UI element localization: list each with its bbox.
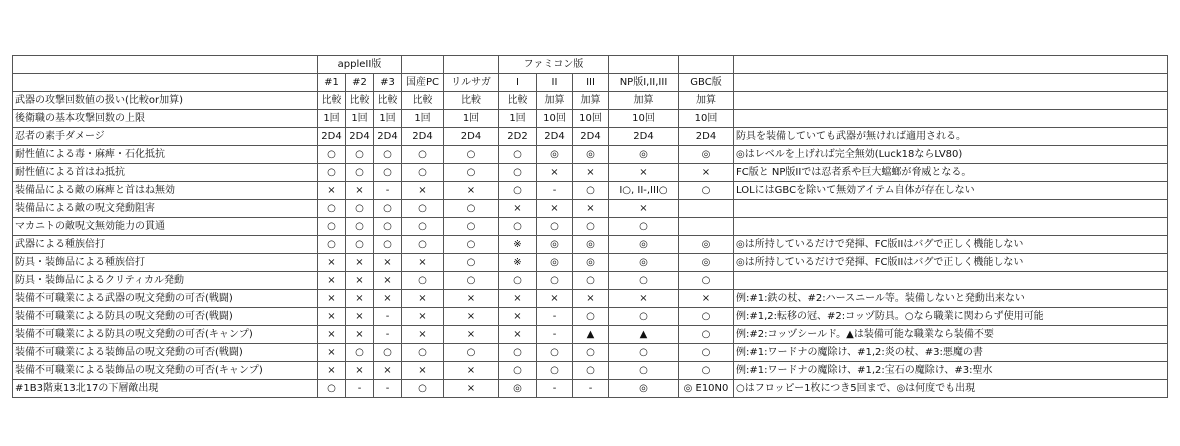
value-cell: × (402, 254, 444, 272)
value-cell: ◎ (609, 146, 679, 164)
value-cell: ○ (679, 182, 734, 200)
value-cell: 加算 (609, 92, 679, 110)
value-cell: 10回 (537, 110, 573, 128)
row-label: 武器による種族倍打 (13, 236, 318, 254)
row-note (734, 110, 1168, 128)
value-cell: ○ (537, 362, 573, 380)
group-header (402, 56, 444, 74)
row-note: ○はフロッピー1枚につき5回まで、◎は何度でも出現 (734, 380, 1168, 398)
row-note (734, 272, 1168, 290)
row-label: 装備不可職業による装飾品の呪文発動の可否(キャンプ) (13, 362, 318, 380)
value-cell: ○ (499, 182, 537, 200)
value-cell: ○ (609, 272, 679, 290)
value-cell: 1回 (318, 110, 346, 128)
table-row (13, 326, 1168, 344)
value-cell: ○ (499, 272, 537, 290)
value-cell: ○ (679, 272, 734, 290)
value-cell: ○ (402, 146, 444, 164)
value-cell: × (402, 362, 444, 380)
value-cell: × (402, 326, 444, 344)
value-cell: × (318, 308, 346, 326)
value-cell: ○ (318, 164, 346, 182)
value-cell: ○ (318, 236, 346, 254)
corner-cell (13, 56, 318, 74)
column-header: NP版I,II,III (609, 74, 679, 92)
column-header-row (13, 74, 1168, 92)
row-note: 例:#1:鉄の杖、#2:ハースニール等。装備しないと発動出来ない (734, 290, 1168, 308)
value-cell: - (346, 380, 374, 398)
row-label: 装備不可職業による装飾品の呪文発動の可否(戦闘) (13, 344, 318, 362)
value-cell: ○ (444, 344, 499, 362)
value-cell: ◎ (573, 254, 609, 272)
value-cell: ○ (444, 272, 499, 290)
row-label: 耐性値による毒・麻痺・石化抵抗 (13, 146, 318, 164)
value-cell: 2D4 (374, 128, 402, 146)
value-cell: ○ (374, 146, 402, 164)
row-note: 例:#1,2:転移の冠、#2:コッヅ防具。○なら職業に関わらず使用可能 (734, 308, 1168, 326)
value-cell: ◎ (537, 146, 573, 164)
note-header (734, 56, 1168, 74)
value-cell: - (537, 326, 573, 344)
value-cell: × (318, 254, 346, 272)
value-cell: × (499, 326, 537, 344)
row-note: FC版と NP版IIでは忍者系や巨大蟷螂が脅威となる。 (734, 164, 1168, 182)
value-cell: 比較 (318, 92, 346, 110)
value-cell: ◎ (609, 380, 679, 398)
value-cell: ○ (499, 218, 537, 236)
value-cell: × (444, 362, 499, 380)
column-header: I (499, 74, 537, 92)
row-label: マカニトの敵呪文無効能力の貫通 (13, 218, 318, 236)
column-header: リルサガ (444, 74, 499, 92)
value-cell: × (346, 254, 374, 272)
value-cell: 2D4 (346, 128, 374, 146)
value-cell: × (444, 326, 499, 344)
value-cell: - (374, 326, 402, 344)
value-cell: 1回 (402, 110, 444, 128)
table-row (13, 254, 1168, 272)
value-cell: 1回 (499, 110, 537, 128)
value-cell: ○ (499, 164, 537, 182)
value-cell: × (573, 290, 609, 308)
value-cell: 1回 (444, 110, 499, 128)
value-cell: ◎ (499, 380, 537, 398)
value-cell: ○ (346, 164, 374, 182)
value-cell: ※ (499, 236, 537, 254)
value-cell: ○ (374, 200, 402, 218)
value-cell: ○ (573, 218, 609, 236)
value-cell: ◎ (573, 236, 609, 254)
value-cell: ○ (318, 218, 346, 236)
value-cell: 10回 (609, 110, 679, 128)
value-cell: × (679, 164, 734, 182)
group-header: ファミコン版 (499, 56, 609, 74)
value-cell: ◎ (609, 236, 679, 254)
value-cell: ○ (573, 344, 609, 362)
row-label: 装備不可職業による武器の呪文発動の可否(戦闘) (13, 290, 318, 308)
note-header (734, 74, 1168, 92)
value-cell: × (537, 290, 573, 308)
value-cell: × (444, 182, 499, 200)
value-cell: × (374, 290, 402, 308)
row-note: 例:#1:ワードナの魔除け、#1,2:炎の杖、#3:悪魔の書 (734, 344, 1168, 362)
value-cell: ○ (499, 362, 537, 380)
value-cell: ○ (573, 182, 609, 200)
value-cell: ○ (374, 218, 402, 236)
value-cell: 10回 (679, 110, 734, 128)
value-cell: 2D4 (537, 128, 573, 146)
value-cell: ○ (679, 326, 734, 344)
row-label: #1B3階東13北17の下層敵出現 (13, 380, 318, 398)
table-row (13, 362, 1168, 380)
value-cell: 加算 (679, 92, 734, 110)
row-note: 例:#1:ワードナの魔除け、#1,2:宝石の魔除け、#3:聖水 (734, 362, 1168, 380)
value-cell: × (537, 200, 573, 218)
table-row (13, 128, 1168, 146)
value-cell: ○ (374, 164, 402, 182)
value-cell (679, 218, 734, 236)
column-header: #1 (318, 74, 346, 92)
value-cell: × (499, 290, 537, 308)
group-header (609, 56, 679, 74)
table-row (13, 290, 1168, 308)
comparison-table (12, 55, 1168, 398)
group-header (679, 56, 734, 74)
value-cell: - (537, 308, 573, 326)
group-header (444, 56, 499, 74)
value-cell: 加算 (537, 92, 573, 110)
value-cell: ◎ (679, 146, 734, 164)
value-cell: ○ (444, 200, 499, 218)
row-note: 防具を装備していても武器が無ければ適用される。 (734, 128, 1168, 146)
value-cell: 比較 (374, 92, 402, 110)
value-cell: I○, II-,III○ (609, 182, 679, 200)
value-cell: ○ (537, 218, 573, 236)
value-cell: × (402, 308, 444, 326)
value-cell: × (679, 290, 734, 308)
value-cell: ○ (346, 344, 374, 362)
row-label: 忍者の素手ダメージ (13, 128, 318, 146)
value-cell: × (374, 254, 402, 272)
row-label: 装備品による敵の麻痺と首はね無効 (13, 182, 318, 200)
table-row (13, 308, 1168, 326)
value-cell: × (609, 200, 679, 218)
value-cell: 比較 (346, 92, 374, 110)
value-cell: × (609, 164, 679, 182)
value-cell: ○ (444, 254, 499, 272)
table-row (13, 182, 1168, 200)
column-header: GBC版 (679, 74, 734, 92)
value-cell: × (346, 182, 374, 200)
table-row (13, 164, 1168, 182)
value-cell: ○ (444, 164, 499, 182)
value-cell: - (374, 380, 402, 398)
value-cell: × (537, 164, 573, 182)
row-label: 装備品による敵の呪文発動阻害 (13, 200, 318, 218)
table-row (13, 92, 1168, 110)
value-cell: ○ (537, 344, 573, 362)
group-header: appleII版 (318, 56, 402, 74)
table-row (13, 344, 1168, 362)
value-cell: × (499, 308, 537, 326)
value-cell: ○ (402, 218, 444, 236)
value-cell: × (402, 290, 444, 308)
value-cell: ○ (499, 344, 537, 362)
value-cell: 比較 (444, 92, 499, 110)
value-cell: ○ (444, 236, 499, 254)
value-cell: ○ (346, 200, 374, 218)
value-cell: ○ (679, 308, 734, 326)
value-cell: ○ (346, 146, 374, 164)
value-cell: × (444, 290, 499, 308)
value-cell: ○ (402, 272, 444, 290)
row-note: ◎はレベルを上げれば完全無効(Luck18ならLV80) (734, 146, 1168, 164)
value-cell: ◎ (573, 146, 609, 164)
value-cell: ○ (444, 146, 499, 164)
row-label: 装備不可職業による防具の呪文発動の可否(キャンプ) (13, 326, 318, 344)
value-cell: 比較 (402, 92, 444, 110)
table-row (13, 380, 1168, 398)
value-cell: 加算 (573, 92, 609, 110)
value-cell: ◎ (537, 236, 573, 254)
value-cell: 10回 (573, 110, 609, 128)
row-label: 防具・装飾品によるクリティカル発動 (13, 272, 318, 290)
table-row (13, 236, 1168, 254)
row-label: 耐性値による首はね抵抗 (13, 164, 318, 182)
value-cell: × (374, 362, 402, 380)
row-label: 武器の攻撃回数値の扱い(比較or加算) (13, 92, 318, 110)
value-cell: ▲ (609, 326, 679, 344)
value-cell: ○ (444, 218, 499, 236)
value-cell: × (346, 326, 374, 344)
value-cell: 1回 (374, 110, 402, 128)
table-row (13, 200, 1168, 218)
value-cell: × (346, 290, 374, 308)
value-cell: × (318, 344, 346, 362)
value-cell: × (318, 362, 346, 380)
row-note (734, 92, 1168, 110)
value-cell: 2D2 (499, 128, 537, 146)
value-cell: × (573, 200, 609, 218)
row-label: 装備不可職業による防具の呪文発動の可否(戦闘) (13, 308, 318, 326)
table-row (13, 110, 1168, 128)
value-cell: ◎ (537, 254, 573, 272)
value-cell: - (374, 308, 402, 326)
value-cell: × (318, 326, 346, 344)
value-cell: - (537, 380, 573, 398)
value-cell: ○ (679, 344, 734, 362)
value-cell: 2D4 (679, 128, 734, 146)
value-cell: 2D4 (444, 128, 499, 146)
value-cell: ○ (609, 218, 679, 236)
table-row (13, 146, 1168, 164)
table-row (13, 272, 1168, 290)
value-cell: 2D4 (609, 128, 679, 146)
value-cell: × (318, 290, 346, 308)
value-cell: ○ (402, 236, 444, 254)
value-cell: 2D4 (402, 128, 444, 146)
value-cell: - (573, 380, 609, 398)
value-cell: - (374, 182, 402, 200)
value-cell: ○ (679, 362, 734, 380)
row-label: 防具・装飾品による種族倍打 (13, 254, 318, 272)
column-header: 国産PC (402, 74, 444, 92)
value-cell: ○ (499, 146, 537, 164)
value-cell: ◎ (679, 236, 734, 254)
row-note (734, 200, 1168, 218)
row-note: LOLにはGBCを除いて無効アイテム自体が存在しない (734, 182, 1168, 200)
row-note: ◎は所持しているだけで発揮、FC版IIはバグで正しく機能しない (734, 254, 1168, 272)
value-cell: ○ (402, 344, 444, 362)
value-cell: ○ (573, 272, 609, 290)
value-cell: × (346, 308, 374, 326)
value-cell: ○ (609, 362, 679, 380)
value-cell: ○ (573, 362, 609, 380)
value-cell (679, 200, 734, 218)
value-cell: × (346, 362, 374, 380)
value-cell: × (318, 272, 346, 290)
value-cell: × (609, 290, 679, 308)
value-cell: ◎ (609, 254, 679, 272)
value-cell: 2D4 (573, 128, 609, 146)
value-cell: ○ (402, 200, 444, 218)
value-cell: ○ (609, 308, 679, 326)
value-cell: ○ (537, 272, 573, 290)
value-cell: × (444, 380, 499, 398)
value-cell: × (444, 308, 499, 326)
value-cell: ○ (573, 308, 609, 326)
row-note: 例:#2:コッヅシールド。▲は装備可能な職業なら装備不要 (734, 326, 1168, 344)
group-header-row (13, 56, 1168, 74)
value-cell: ▲ (573, 326, 609, 344)
value-cell: ○ (609, 344, 679, 362)
column-header: #2 (346, 74, 374, 92)
table-row (13, 218, 1168, 236)
value-cell: ○ (318, 380, 346, 398)
value-cell: ○ (374, 236, 402, 254)
value-cell: ◎ E10N0 (679, 380, 734, 398)
value-cell: × (499, 200, 537, 218)
corner-cell (13, 74, 318, 92)
value-cell: 2D4 (318, 128, 346, 146)
value-cell: 比較 (499, 92, 537, 110)
row-label: 後衛職の基本攻撃回数の上限 (13, 110, 318, 128)
row-note: ◎は所持しているだけで発揮、FC版IIはバグで正しく機能しない (734, 236, 1168, 254)
value-cell: × (573, 164, 609, 182)
column-header: II (537, 74, 573, 92)
value-cell: × (346, 272, 374, 290)
value-cell: ※ (499, 254, 537, 272)
value-cell: 1回 (346, 110, 374, 128)
value-cell: ○ (374, 344, 402, 362)
value-cell: ○ (318, 200, 346, 218)
value-cell: ○ (318, 146, 346, 164)
row-note (734, 218, 1168, 236)
value-cell: ○ (346, 218, 374, 236)
value-cell: ○ (402, 380, 444, 398)
value-cell: - (537, 182, 573, 200)
column-header: III (573, 74, 609, 92)
value-cell: ○ (402, 164, 444, 182)
value-cell: × (402, 182, 444, 200)
value-cell: × (374, 272, 402, 290)
column-header: #3 (374, 74, 402, 92)
value-cell: ◎ (679, 254, 734, 272)
value-cell: × (318, 182, 346, 200)
value-cell: ○ (346, 236, 374, 254)
